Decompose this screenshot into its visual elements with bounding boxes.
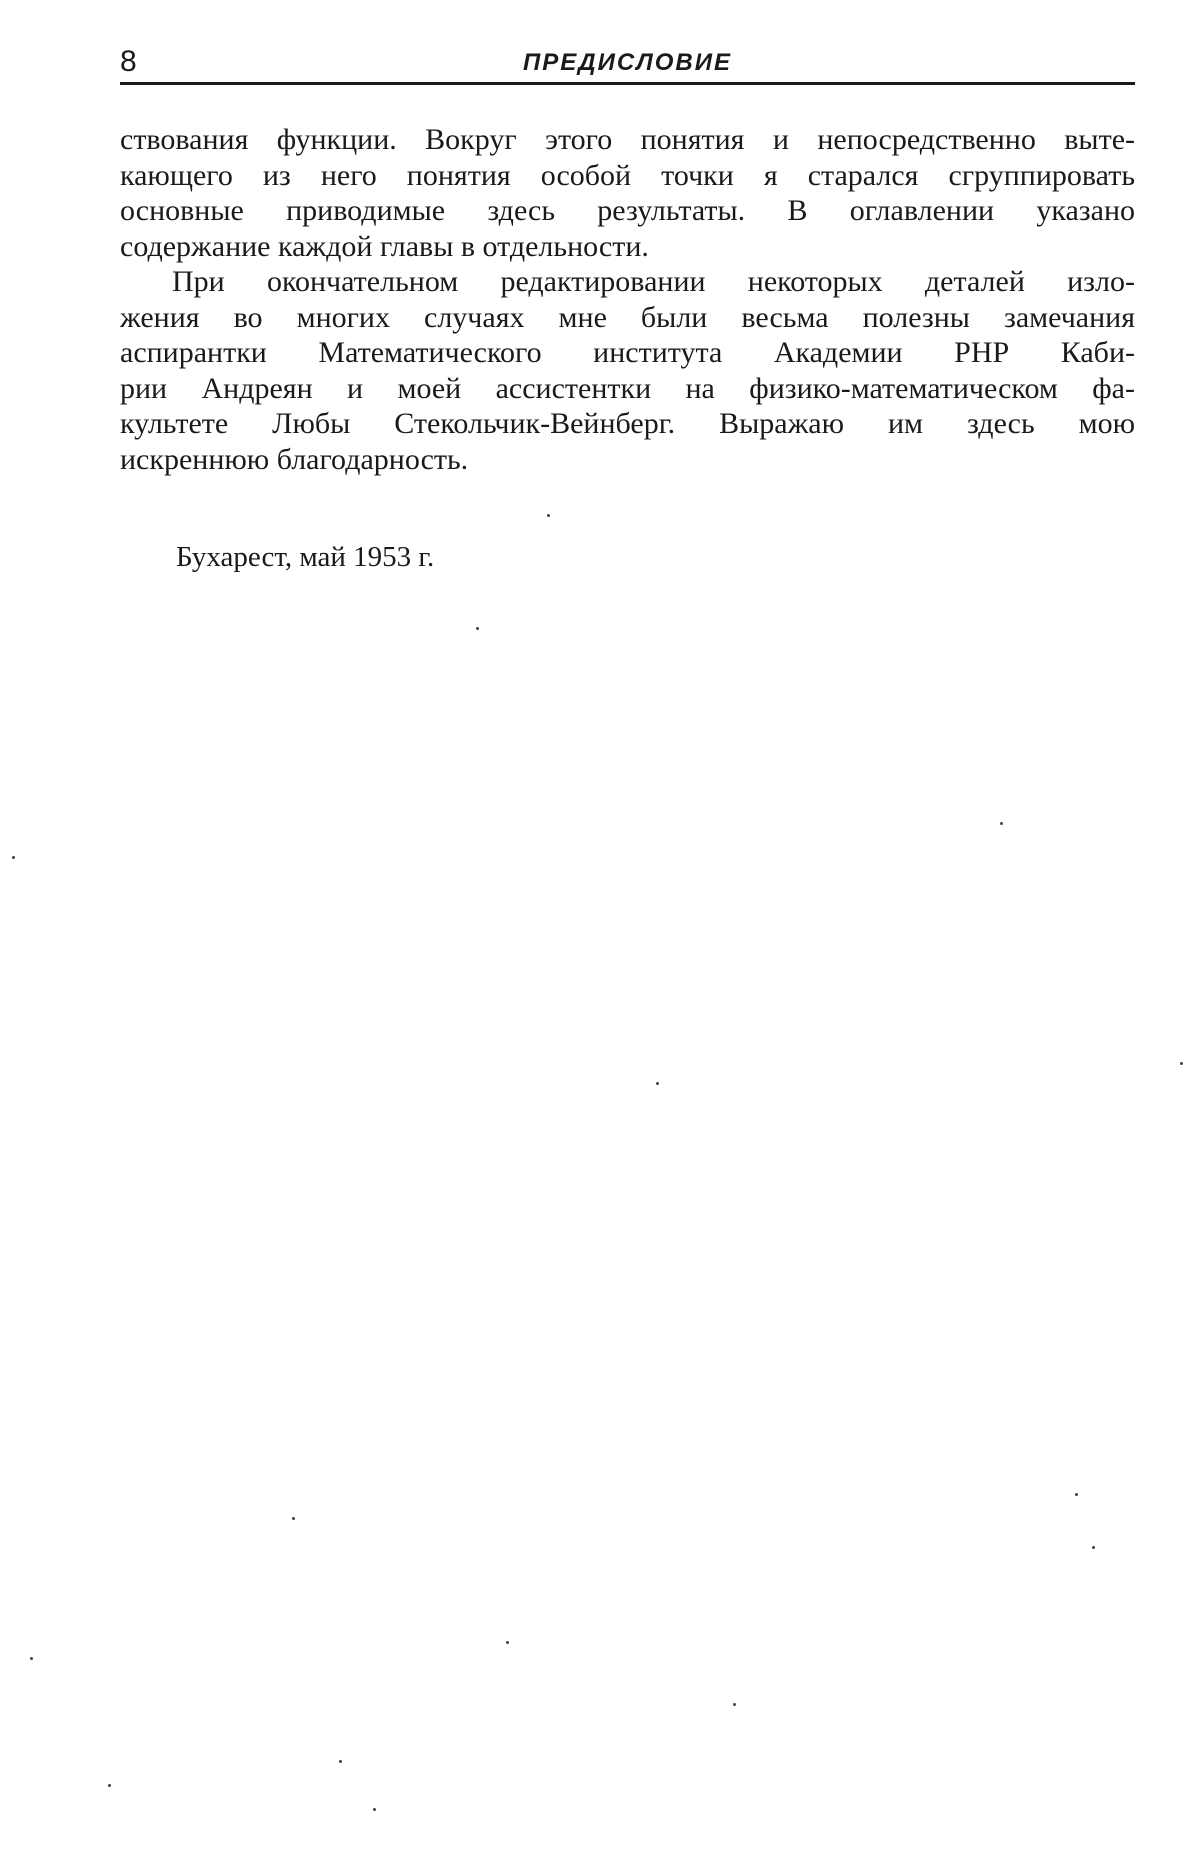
text-line: содержание каждой главы в отдельности. <box>120 229 649 263</box>
text-line: ствования функции. Вокруг этого понятия и непосредственно выте- <box>120 123 1135 156</box>
text-line: искреннюю благодарность. <box>120 442 469 476</box>
scan-speck <box>733 1703 736 1706</box>
text-line: культете Любы Стекольчик-Вейнберг. Выражаю им здесь мою <box>120 407 1135 440</box>
header-rule <box>120 82 1135 85</box>
running-head <box>120 44 1135 84</box>
scan-speck <box>1000 822 1003 825</box>
paragraph-1 <box>120 122 1135 264</box>
scan-speck <box>547 514 550 517</box>
scan-speck <box>12 856 15 859</box>
scan-speck <box>1092 1546 1095 1549</box>
scan-speck <box>108 1784 111 1787</box>
scan-speck <box>476 627 479 630</box>
text-line: кающего из него понятия особой точки я старался сгруппировать <box>120 158 1135 192</box>
scan-speck <box>1180 1062 1183 1065</box>
body-text <box>120 122 1135 477</box>
scan-speck <box>1075 1493 1078 1496</box>
scan-speck <box>339 1760 342 1763</box>
scan-speck <box>30 1657 33 1660</box>
running-title: ПРЕДИСЛОВИЕ <box>523 49 732 76</box>
scan-speck <box>506 1641 509 1644</box>
scan-speck <box>656 1082 659 1085</box>
text-line: При окончательном редактировании некоторых деталей изло- <box>172 265 1135 298</box>
page-number: 8 <box>120 45 137 78</box>
scan-speck <box>292 1517 295 1520</box>
text-line: основные приводимые здесь результаты. В оглавлении указано <box>120 194 1135 227</box>
paragraph-2 <box>120 264 1135 477</box>
text-line: рии Андреян и моей ассистентки на физико-математическом фа- <box>120 371 1135 405</box>
place-date-signature: Бухарест, май 1953 г. <box>176 541 435 573</box>
scan-speck <box>373 1808 376 1811</box>
text-line: аспирантки Математического института Академии РНР Каби- <box>120 336 1135 369</box>
text-line: жения во многих случаях мне были весьма полезны замечания <box>120 300 1135 334</box>
